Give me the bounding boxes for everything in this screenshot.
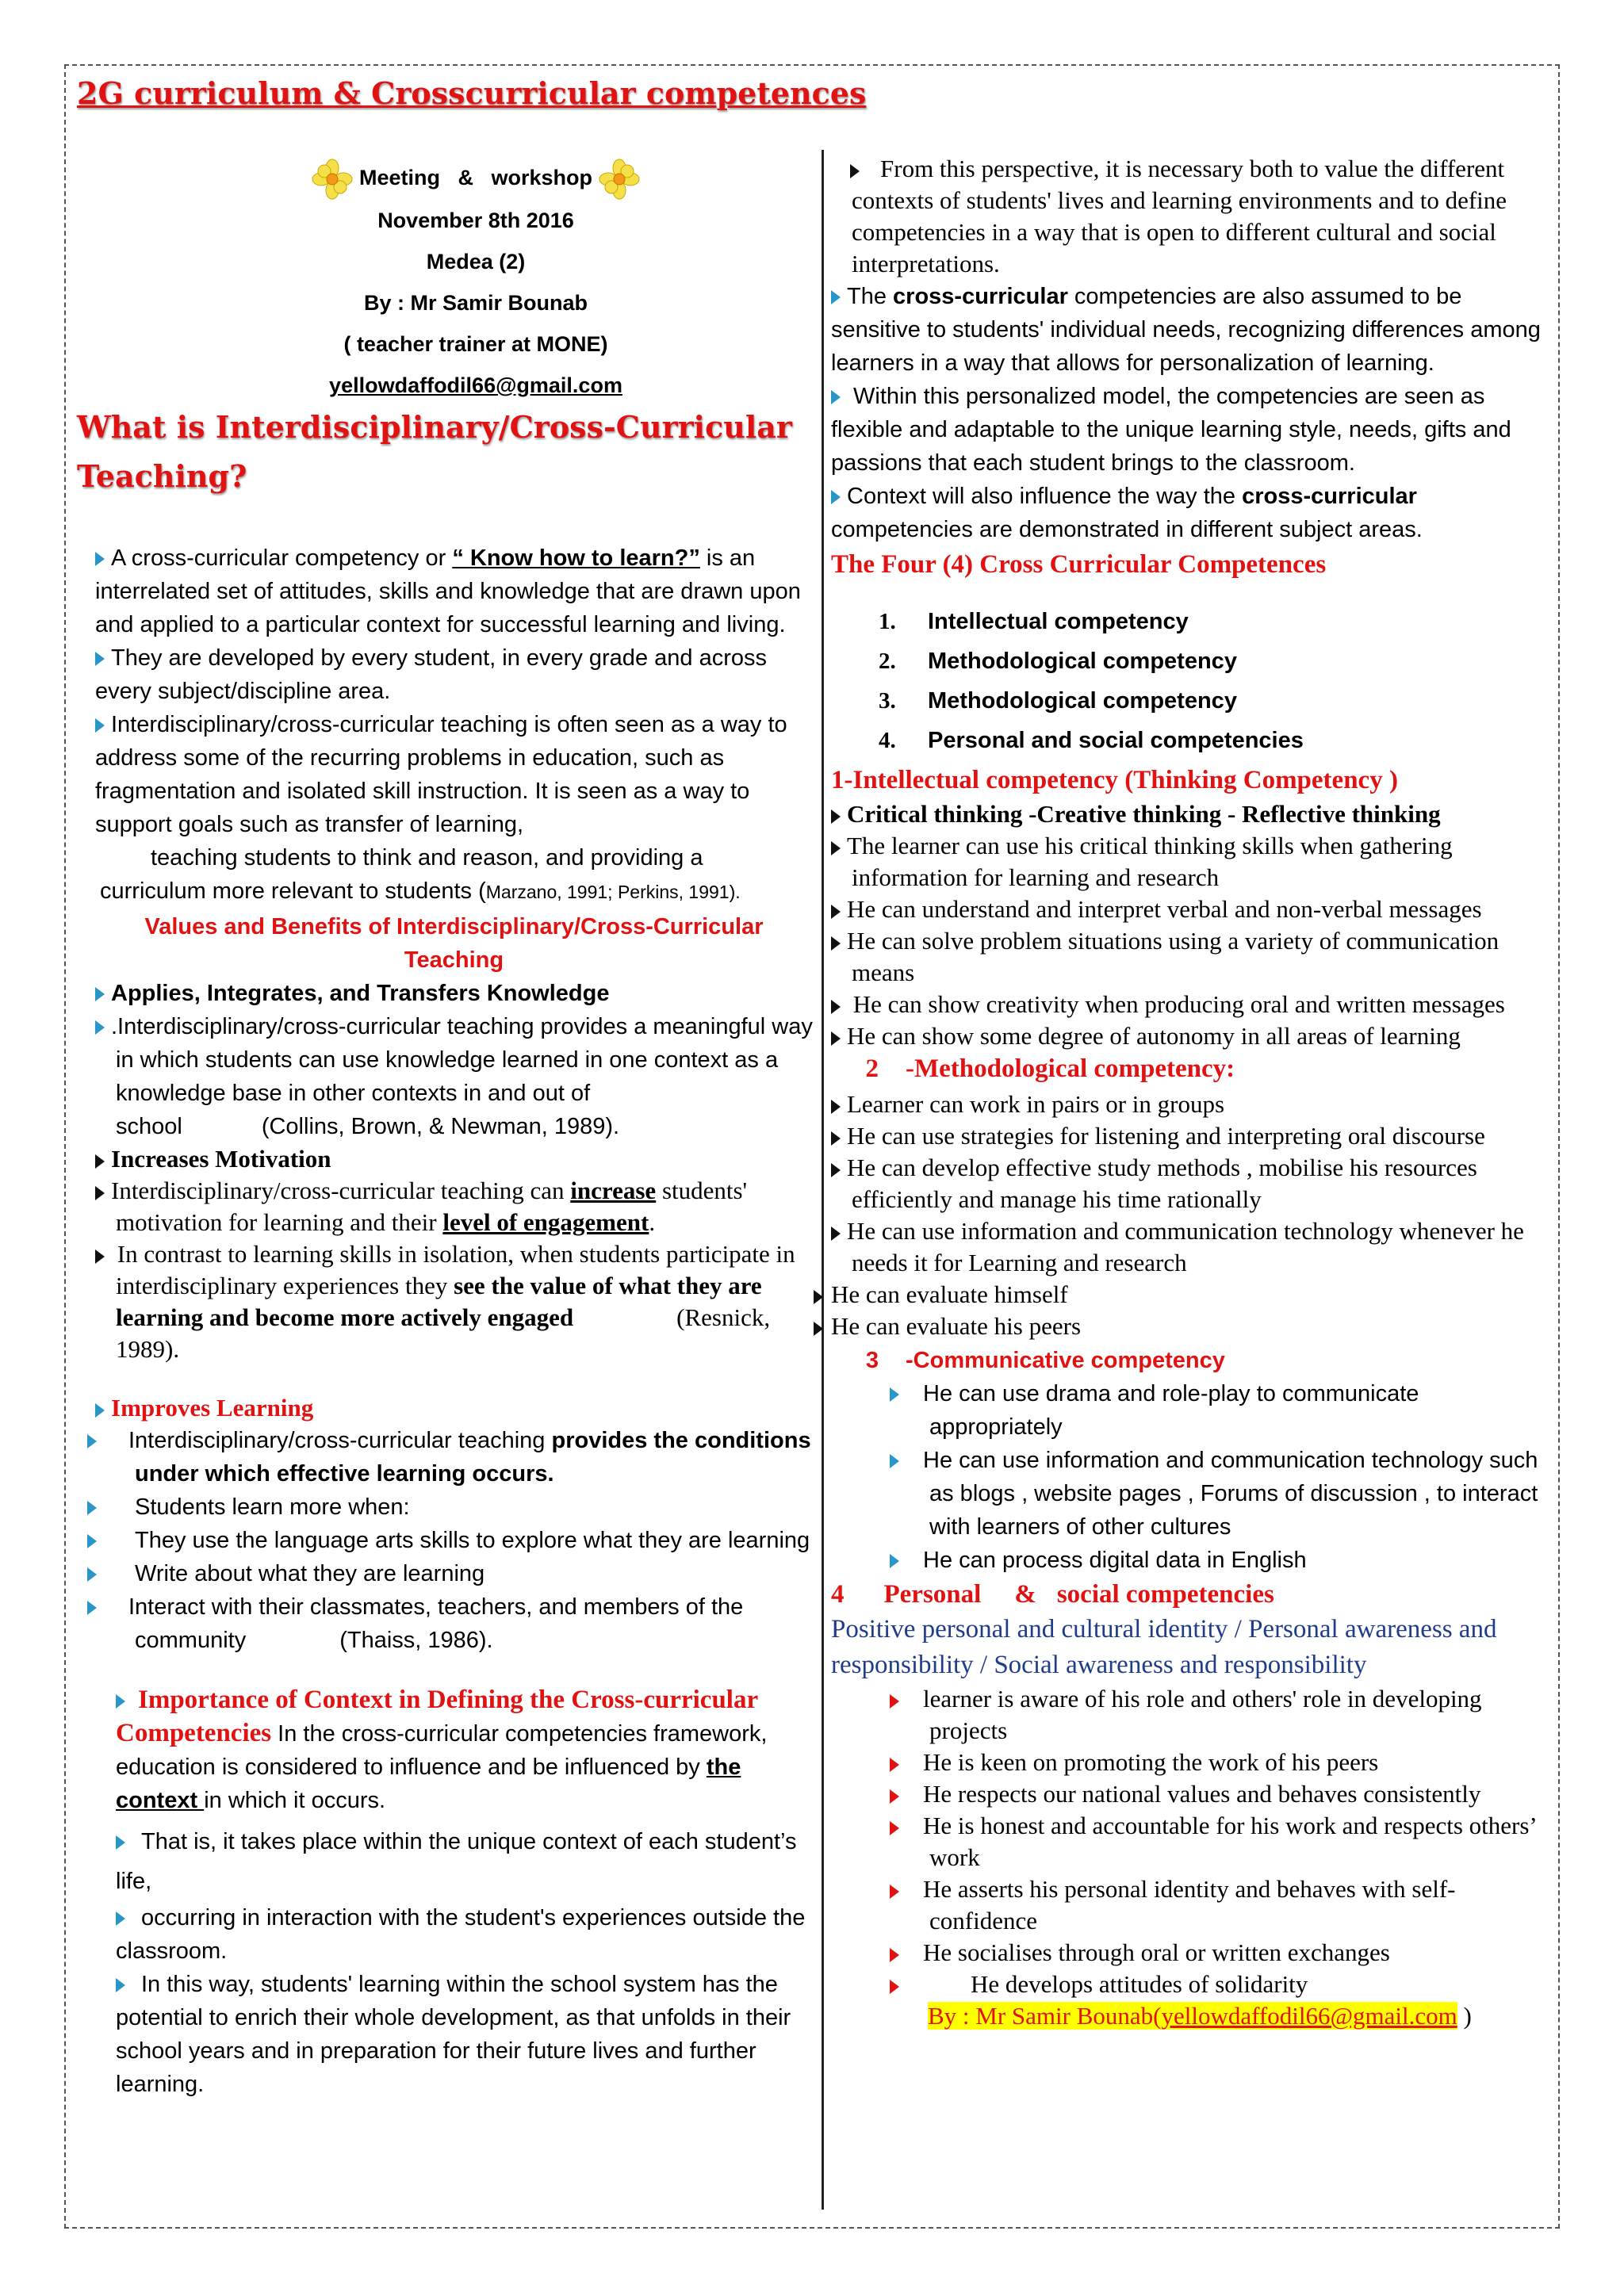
improves-item: Write about what they are learning — [87, 1557, 813, 1590]
values-benefits-title: Values and Benefits of Interdisciplinary/Cross-Curricular Teaching — [144, 914, 764, 973]
daffodil-flower-icon — [599, 159, 640, 200]
place-line: Medea (2) — [426, 249, 526, 274]
triangle-bullet-icon — [87, 1567, 97, 1582]
context-block — [95, 1684, 813, 2101]
competence-label: Methodological competency — [928, 649, 1237, 674]
role-line: ( teacher trainer at MONE) — [343, 331, 608, 356]
methodological-title: 2 -Methodological competency: — [865, 1054, 1235, 1083]
personal-social-item: He respects our national values and behaves consistently — [831, 1778, 1549, 1810]
triangle-bullet-icon — [831, 1131, 841, 1146]
personal-social-item: He is honest and accountable for his work and respects others’ work — [831, 1810, 1549, 1873]
document-title: 2G curriculum & Crosscurricular competences — [77, 75, 867, 111]
paragraph-definition: A cross-curricular competency or “ Know how to learn?” is an interrelated set of attitudes, skills and knowledge that are drawn upon and applied to a particular context for successful learning and living. — [95, 545, 801, 637]
triangle-bullet-icon — [95, 1249, 105, 1264]
communicative-item: He can use drama and role-play to communicate appropriately — [831, 1377, 1549, 1444]
triangle-bullet-icon — [831, 1226, 841, 1241]
triangle-bullet-icon — [95, 652, 105, 666]
triangle-bullet-icon — [831, 290, 841, 304]
triangle-bullet-icon — [95, 552, 105, 566]
context-item: In this way, students' learning within the school system has the potential to enrich their whole development, as that unfolds in their school years and in preparation for their future lives and further learning. — [116, 1972, 791, 2097]
competence-list-item — [879, 721, 1549, 760]
triangle-bullet-icon — [814, 1290, 823, 1304]
communicative-item: He can use information and communication technology such as blogs , website pages , Forums of discussion , to interact with learners of other cultures — [831, 1444, 1549, 1544]
competence-label: Intellectual competency — [928, 609, 1189, 634]
triangle-bullet-icon — [831, 809, 841, 824]
triangle-bullet-icon — [890, 1694, 899, 1709]
methodological-list — [831, 1089, 1549, 1279]
competence-list-item — [879, 641, 1549, 681]
triangle-bullet-icon — [116, 1694, 125, 1709]
email-link[interactable]: yellowdaffodil66@gmail.com — [329, 373, 622, 397]
list-number: 3. — [879, 688, 896, 714]
signature-email-link[interactable]: yellowdaffodil66@gmail.com — [1161, 2002, 1457, 2030]
triangle-bullet-icon — [87, 1534, 97, 1548]
triangle-bullet-icon — [95, 718, 105, 733]
triangle-bullet-icon — [890, 1789, 899, 1804]
intellectual-subtitle: Critical thinking -Creative thinking - Reflective thinking — [831, 798, 1549, 830]
list-number: 1. — [879, 609, 896, 634]
section-heading-line1: What is Interdisciplinary/Cross-Curricular — [77, 409, 792, 445]
personal-social-item: He is keen on promoting the work of his peers — [831, 1747, 1549, 1778]
paragraph-teaching-think: teaching students to think and reason, and providing a — [151, 845, 703, 871]
right-column — [831, 153, 1549, 2032]
sensitive-paragraph: The cross-curricular competencies are also assumed to be sensitive to students' individual needs, recognizing differences among learners in a way that allows for personalization of learning. — [831, 284, 1541, 376]
personal-social-item: He socialises through oral or written exchanges — [831, 1937, 1549, 1969]
triangle-bullet-icon — [87, 1501, 97, 1515]
intellectual-item: He can solve problem situations using a variety of communication means — [831, 925, 1549, 989]
date-line: November 8th 2016 — [377, 208, 574, 232]
methodological-evaluation-item: He can evaluate himself — [814, 1279, 1549, 1311]
triangle-bullet-icon — [890, 1758, 899, 1772]
column-divider — [822, 150, 824, 2210]
triangle-bullet-icon — [87, 1601, 97, 1615]
improves-item: Interact with their classmates, teachers, and members of the community (Thaiss, 1986). — [87, 1590, 813, 1657]
triangle-bullet-icon — [814, 1322, 823, 1336]
triangle-bullet-icon — [116, 1911, 125, 1926]
triangle-bullet-icon — [95, 1403, 105, 1418]
triangle-bullet-icon — [831, 490, 841, 504]
triangle-bullet-icon — [890, 1554, 899, 1568]
triangle-bullet-icon — [831, 841, 841, 855]
personal-social-item: He asserts his personal identity and behaves with self-confidence — [831, 1873, 1549, 1937]
methodological-item: Learner can work in pairs or in groups — [831, 1089, 1549, 1120]
improves-title: Improves Learning — [95, 1392, 813, 1424]
triangle-bullet-icon — [116, 1835, 125, 1850]
intellectual-item: He can understand and interpret verbal and non-verbal messages — [831, 894, 1549, 925]
triangle-bullet-icon — [95, 1154, 105, 1169]
personal-social-title: 4 Personal & social competencies — [831, 1580, 1274, 1609]
improves-item: Interdisciplinary/cross-curricular teaching provides the conditions under which effective learning occurs. — [87, 1424, 813, 1490]
triangle-bullet-icon — [87, 1434, 97, 1448]
triangle-bullet-icon — [890, 1387, 899, 1402]
personal-social-item: He develops attitudes of solidarity — [831, 1969, 1549, 2000]
personalized-paragraph: Within this personalized model, the competencies are seen as flexible and adaptable to the unique learning style, needs, gifts and passions that each student brings to the classroom. — [831, 384, 1511, 476]
four-competences-title: The Four (4) Cross Curricular Competences — [831, 550, 1327, 579]
personal-social-list — [831, 1683, 1549, 2000]
competence-list-item — [879, 681, 1549, 721]
intellectual-list — [831, 830, 1549, 1052]
context-item: That is, it takes place within the unique context of each student’s life, — [116, 1829, 797, 1894]
triangle-bullet-icon — [831, 936, 841, 951]
competence-label: Personal and social competencies — [928, 728, 1304, 753]
intellectual-item: He can show some degree of autonomy in all areas of learning — [831, 1020, 1549, 1052]
intellectual-item: He can show creativity when producing oral and written messages — [831, 989, 1549, 1020]
personal-social-subtitle: Positive personal and cultural identity / Personal awareness and responsibility / Social awareness and responsibility — [831, 1615, 1497, 1679]
list-number: 4. — [879, 728, 896, 753]
methodological-item: He can use strategies for listening and interpreting oral discourse — [831, 1120, 1549, 1152]
triangle-bullet-icon — [116, 1978, 125, 1992]
perspective-paragraph: From this perspective, it is necessary both to value the different contexts of students' lives and learning environments and to define competencies in a way that is open to different cultural and social interpretations. — [852, 155, 1507, 277]
triangle-bullet-icon — [831, 1000, 841, 1014]
triangle-bullet-icon — [890, 1454, 899, 1468]
triangle-bullet-icon — [831, 390, 841, 404]
triangle-bullet-icon — [831, 1100, 841, 1114]
daffodil-flower-icon — [312, 159, 353, 200]
personal-social-item: learner is aware of his role and others' role in developing projects — [831, 1683, 1549, 1747]
methodological-evaluation-list — [814, 1279, 1549, 1342]
intellectual-item: The learner can use his critical thinking skills when gathering information for learning and research — [831, 830, 1549, 894]
paragraph-interdisciplinary: Interdisciplinary/cross-curricular teaching is often seen as a way to address some of the recurring problems in education, such as fragmentation and isolated skill instruction. It is seen as a way to support goals such as transfer of learning, — [95, 712, 787, 837]
triangle-bullet-icon — [831, 1163, 841, 1177]
intellectual-title: 1-Intellectual competency (Thinking Competency ) — [831, 766, 1398, 794]
context-item: occurring in interaction with the student's experiences outside the classroom. — [116, 1905, 806, 1964]
communicative-item: He can process digital data in English — [831, 1544, 1549, 1577]
triangle-bullet-icon — [95, 987, 105, 1001]
triangle-bullet-icon — [850, 164, 860, 178]
triangle-bullet-icon — [95, 1020, 105, 1035]
triangle-bullet-icon — [890, 1980, 899, 1994]
triangle-bullet-icon — [831, 905, 841, 919]
competence-label: Methodological competency — [928, 688, 1237, 714]
triangle-bullet-icon — [890, 1948, 899, 1962]
left-column — [95, 541, 813, 2101]
event-line — [254, 157, 698, 200]
context-influence-paragraph: Context will also influence the way the cross-curricular competencies are demonstrated in different subject areas. — [831, 484, 1423, 542]
improves-list — [87, 1424, 813, 1657]
triangle-bullet-icon — [890, 1821, 899, 1835]
applies-title: Applies, Integrates, and Transfers Knowledge — [95, 977, 813, 1010]
triangle-bullet-icon — [890, 1885, 899, 1899]
context-paragraph: Importance of Context in Defining the Cross-curricular Competencies In the cross-curricular competencies framework, education is considered to influence and be influenced by the context in which it occurs. — [116, 1686, 768, 1813]
paragraph-development: They are developed by every student, in every grade and across every subject/discipline area. — [95, 645, 767, 704]
methodological-evaluation-item: He can evaluate his peers — [814, 1311, 1549, 1342]
four-competences-list — [831, 602, 1549, 760]
signature-line: By : Mr Samir Bounab(yellowdaffodil66@gmail.com ) — [928, 2002, 1472, 2030]
communicative-list — [831, 1377, 1549, 1577]
applies-text: .Interdisciplinary/cross-curricular teaching provides a meaningful way in which students can use knowledge learned in one context as a knowledge base in other contexts in and out of school (Collins, Brown, & Newman, 1989). — [95, 1010, 813, 1143]
triangle-bullet-icon — [95, 1186, 105, 1200]
event-text: Meeting & workshop — [358, 166, 593, 189]
paragraph-curriculum: curriculum more relevant to students (Marzano, 1991; Perkins, 1991). — [100, 878, 741, 904]
competence-list-item — [879, 602, 1549, 641]
header-block — [254, 157, 698, 406]
motivation-text: Interdisciplinary/cross-curricular teaching can increase students' motivation for learning and their level of engagement. — [95, 1175, 813, 1238]
author-line: By : Mr Samir Bounab — [363, 290, 588, 315]
methodological-item: He can develop effective study methods , mobilise his resources efficiently and manage his time rationally — [831, 1152, 1549, 1215]
improves-item: Students learn more when: — [87, 1490, 813, 1524]
methodological-item: He can use information and communication technology whenever he needs it for Learning and research — [831, 1215, 1549, 1279]
communicative-title: 3 -Communicative competency — [865, 1348, 1225, 1373]
improves-item: They use the language arts skills to explore what they are learning — [87, 1524, 813, 1557]
list-number: 2. — [879, 649, 896, 674]
section-heading-line2: Teaching? — [77, 458, 247, 494]
triangle-bullet-icon — [831, 1031, 841, 1046]
motivation-title: Increases Motivation — [95, 1143, 813, 1175]
contrast-text: In contrast to learning skills in isolation, when students participate in interdisciplinary experiences they see the value of what they are learning and become more actively engaged (Resnick, 1989). — [95, 1238, 813, 1365]
